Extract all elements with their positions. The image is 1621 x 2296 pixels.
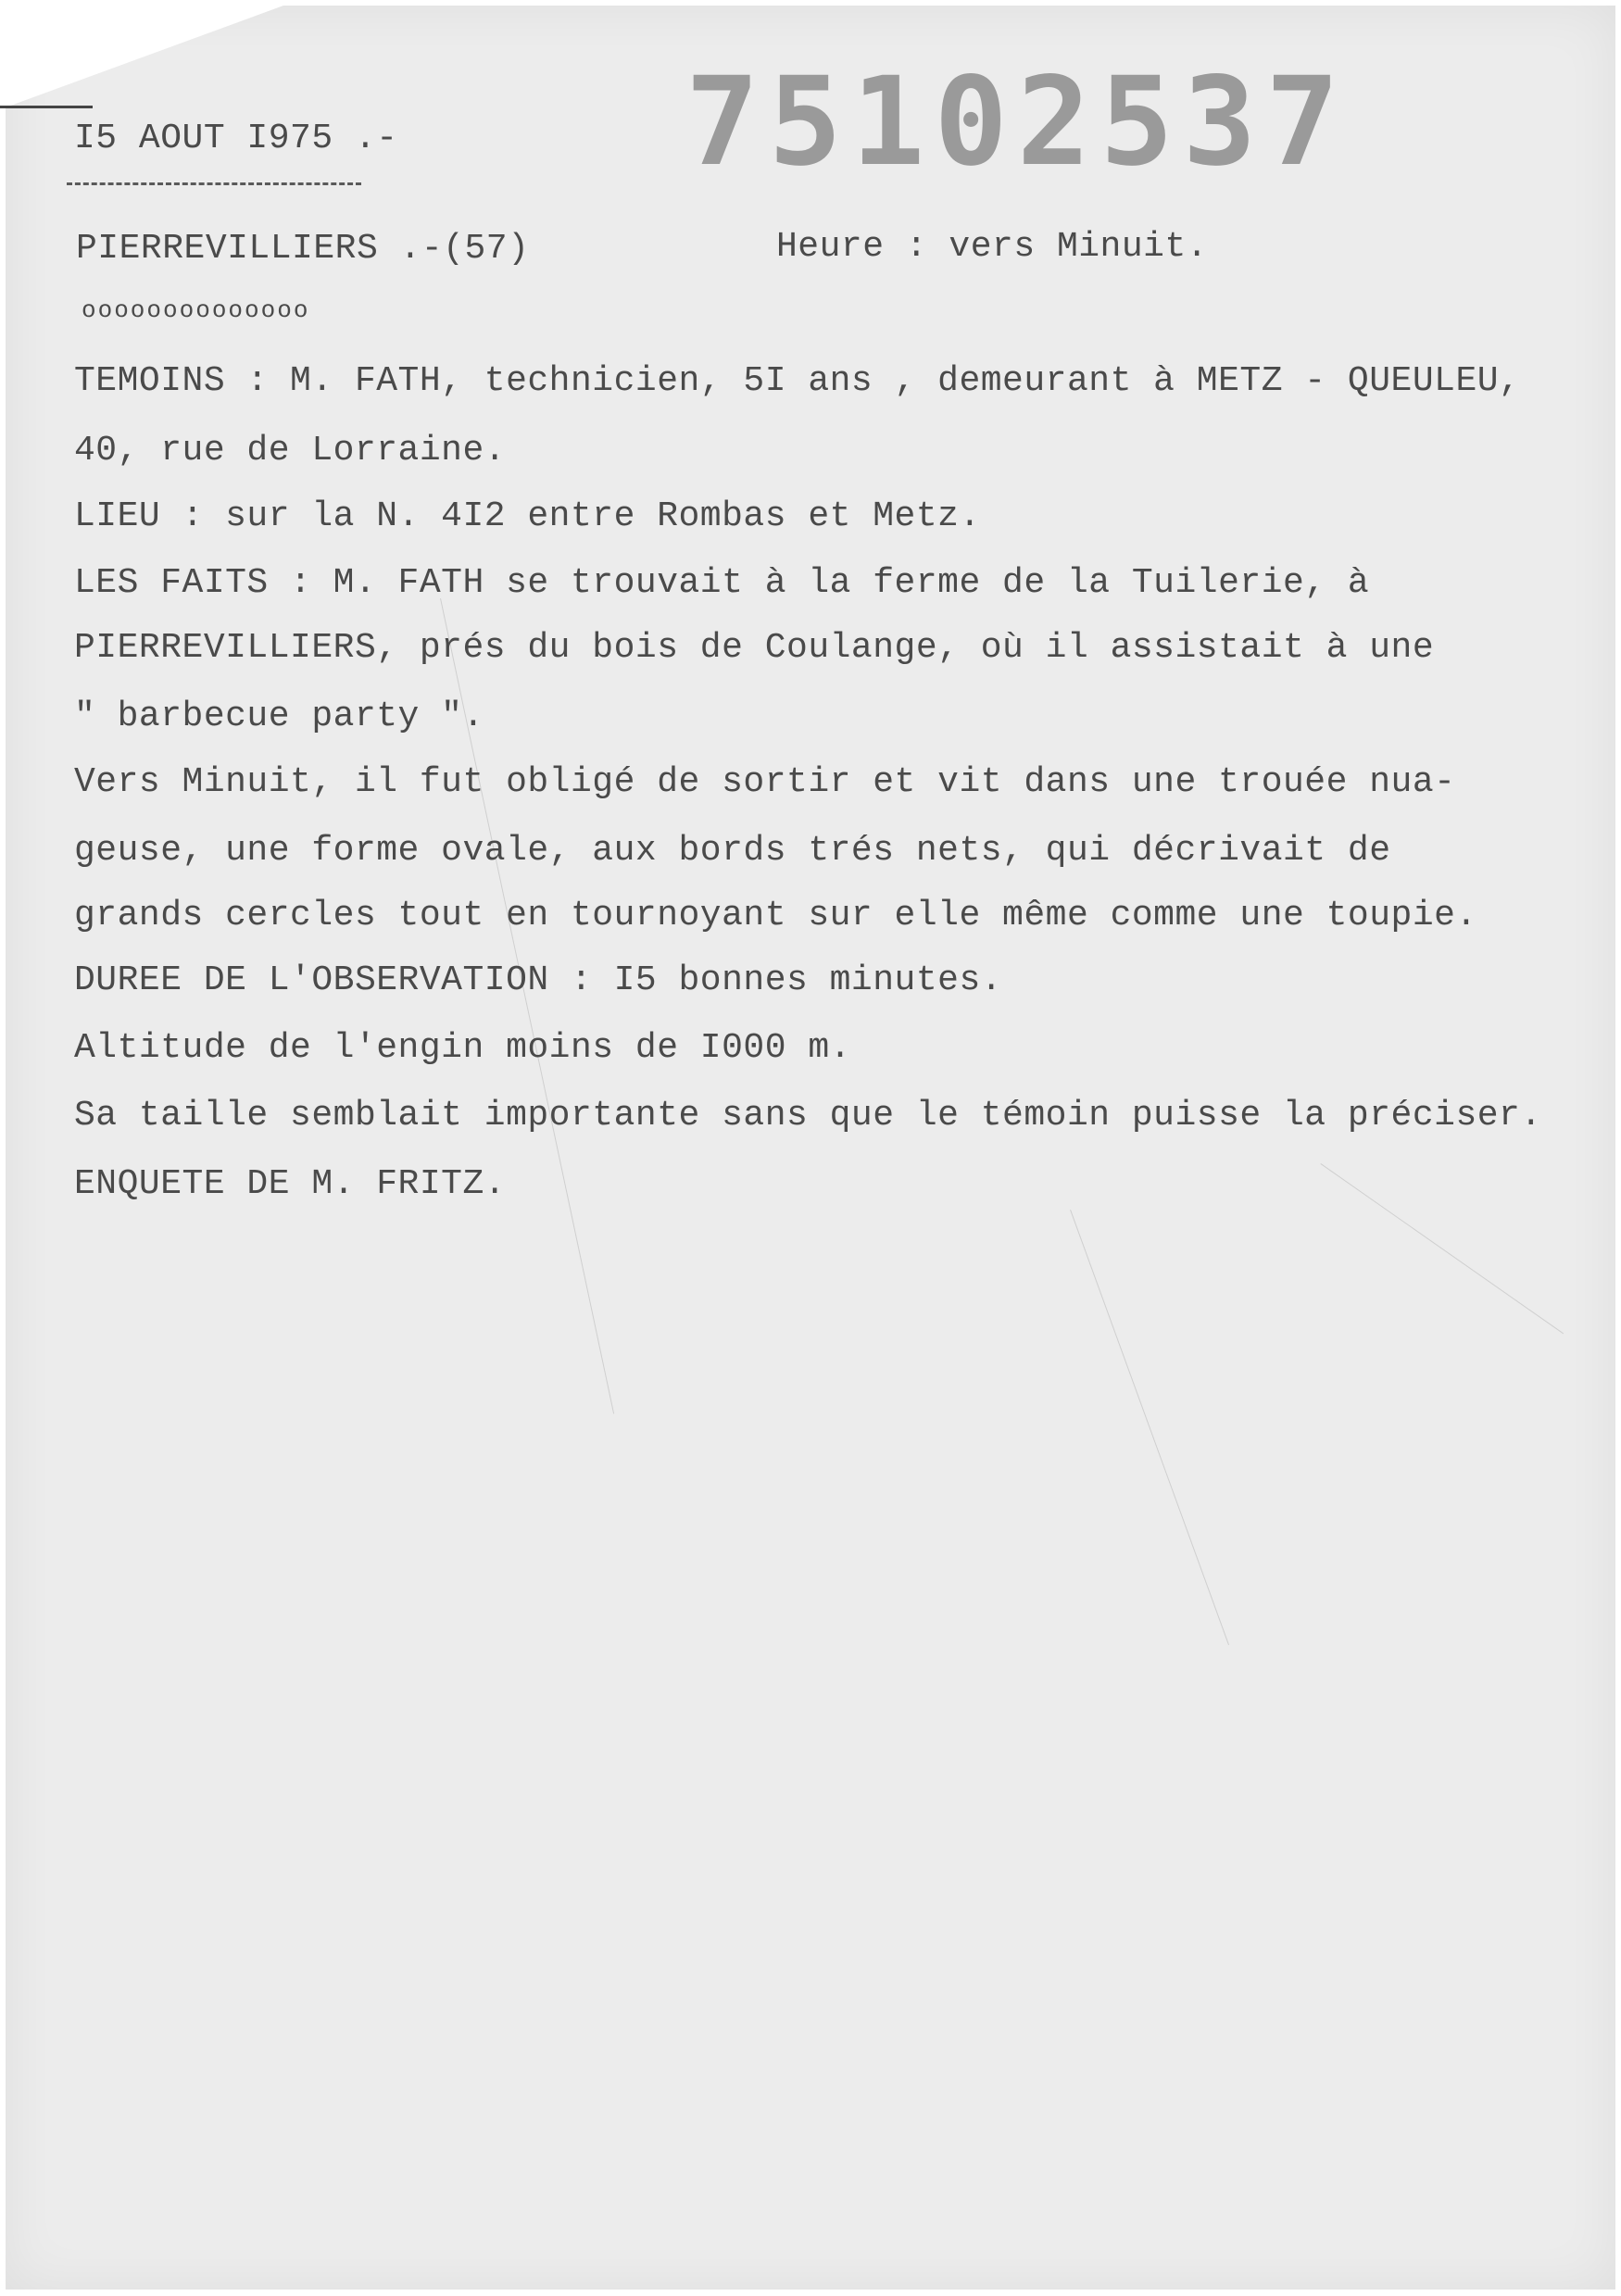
size-line: Sa taille semblait importante sans que le témoin puisse la préciser. <box>74 1096 1542 1135</box>
separator-line: oooooooooooooo <box>82 296 310 324</box>
date-underline <box>67 182 361 185</box>
place-line: LIEU : sur la N. 4I2 entre Rombas et Metz. <box>74 496 981 536</box>
investigator-line: ENQUETE DE M. FRITZ. <box>74 1164 507 1204</box>
facts-line-1: LES FAITS : M. FATH se trouvait à la ferme de la Tuilerie, à <box>74 563 1370 603</box>
document-number-stamp: 75102537 <box>685 51 1349 194</box>
facts-line-6: grands cercles tout en tournoyant sur elle même comme une toupie. <box>74 896 1477 935</box>
report-date: I5 AOUT I975 .- <box>74 119 398 158</box>
facts-line-4: Vers Minuit, il fut obligé de sortir et vit dans une trouée nua- <box>74 762 1456 802</box>
facts-line-5: geuse, une forme ovale, aux bords trés nets, qui décrivait de <box>74 831 1391 871</box>
paper-crease <box>1320 1163 1564 1334</box>
duration-line: DUREE DE L'OBSERVATION : I5 bonnes minutes. <box>74 960 1003 1000</box>
facts-line-3: " barbecue party ". <box>74 696 484 736</box>
witness-address: 40, rue de Lorraine. <box>74 431 507 470</box>
margin-mark <box>0 106 93 108</box>
facts-line-2: PIERREVILLIERS, prés du bois de Coulange, où il assistait à une <box>74 628 1435 668</box>
altitude-line: Altitude de l'engin moins de I000 m. <box>74 1028 851 1068</box>
paper-crease <box>1070 1210 1229 1645</box>
witnesses-line: TEMOINS : M. FATH, technicien, 5I ans , demeurant à METZ - QUEULEU, <box>74 361 1521 401</box>
paper-sheet <box>6 6 1615 2290</box>
time-heading: Heure : vers Minuit. <box>776 227 1209 267</box>
location-heading: PIERREVILLIERS .-(57) <box>76 229 530 269</box>
folded-corner <box>6 6 283 107</box>
